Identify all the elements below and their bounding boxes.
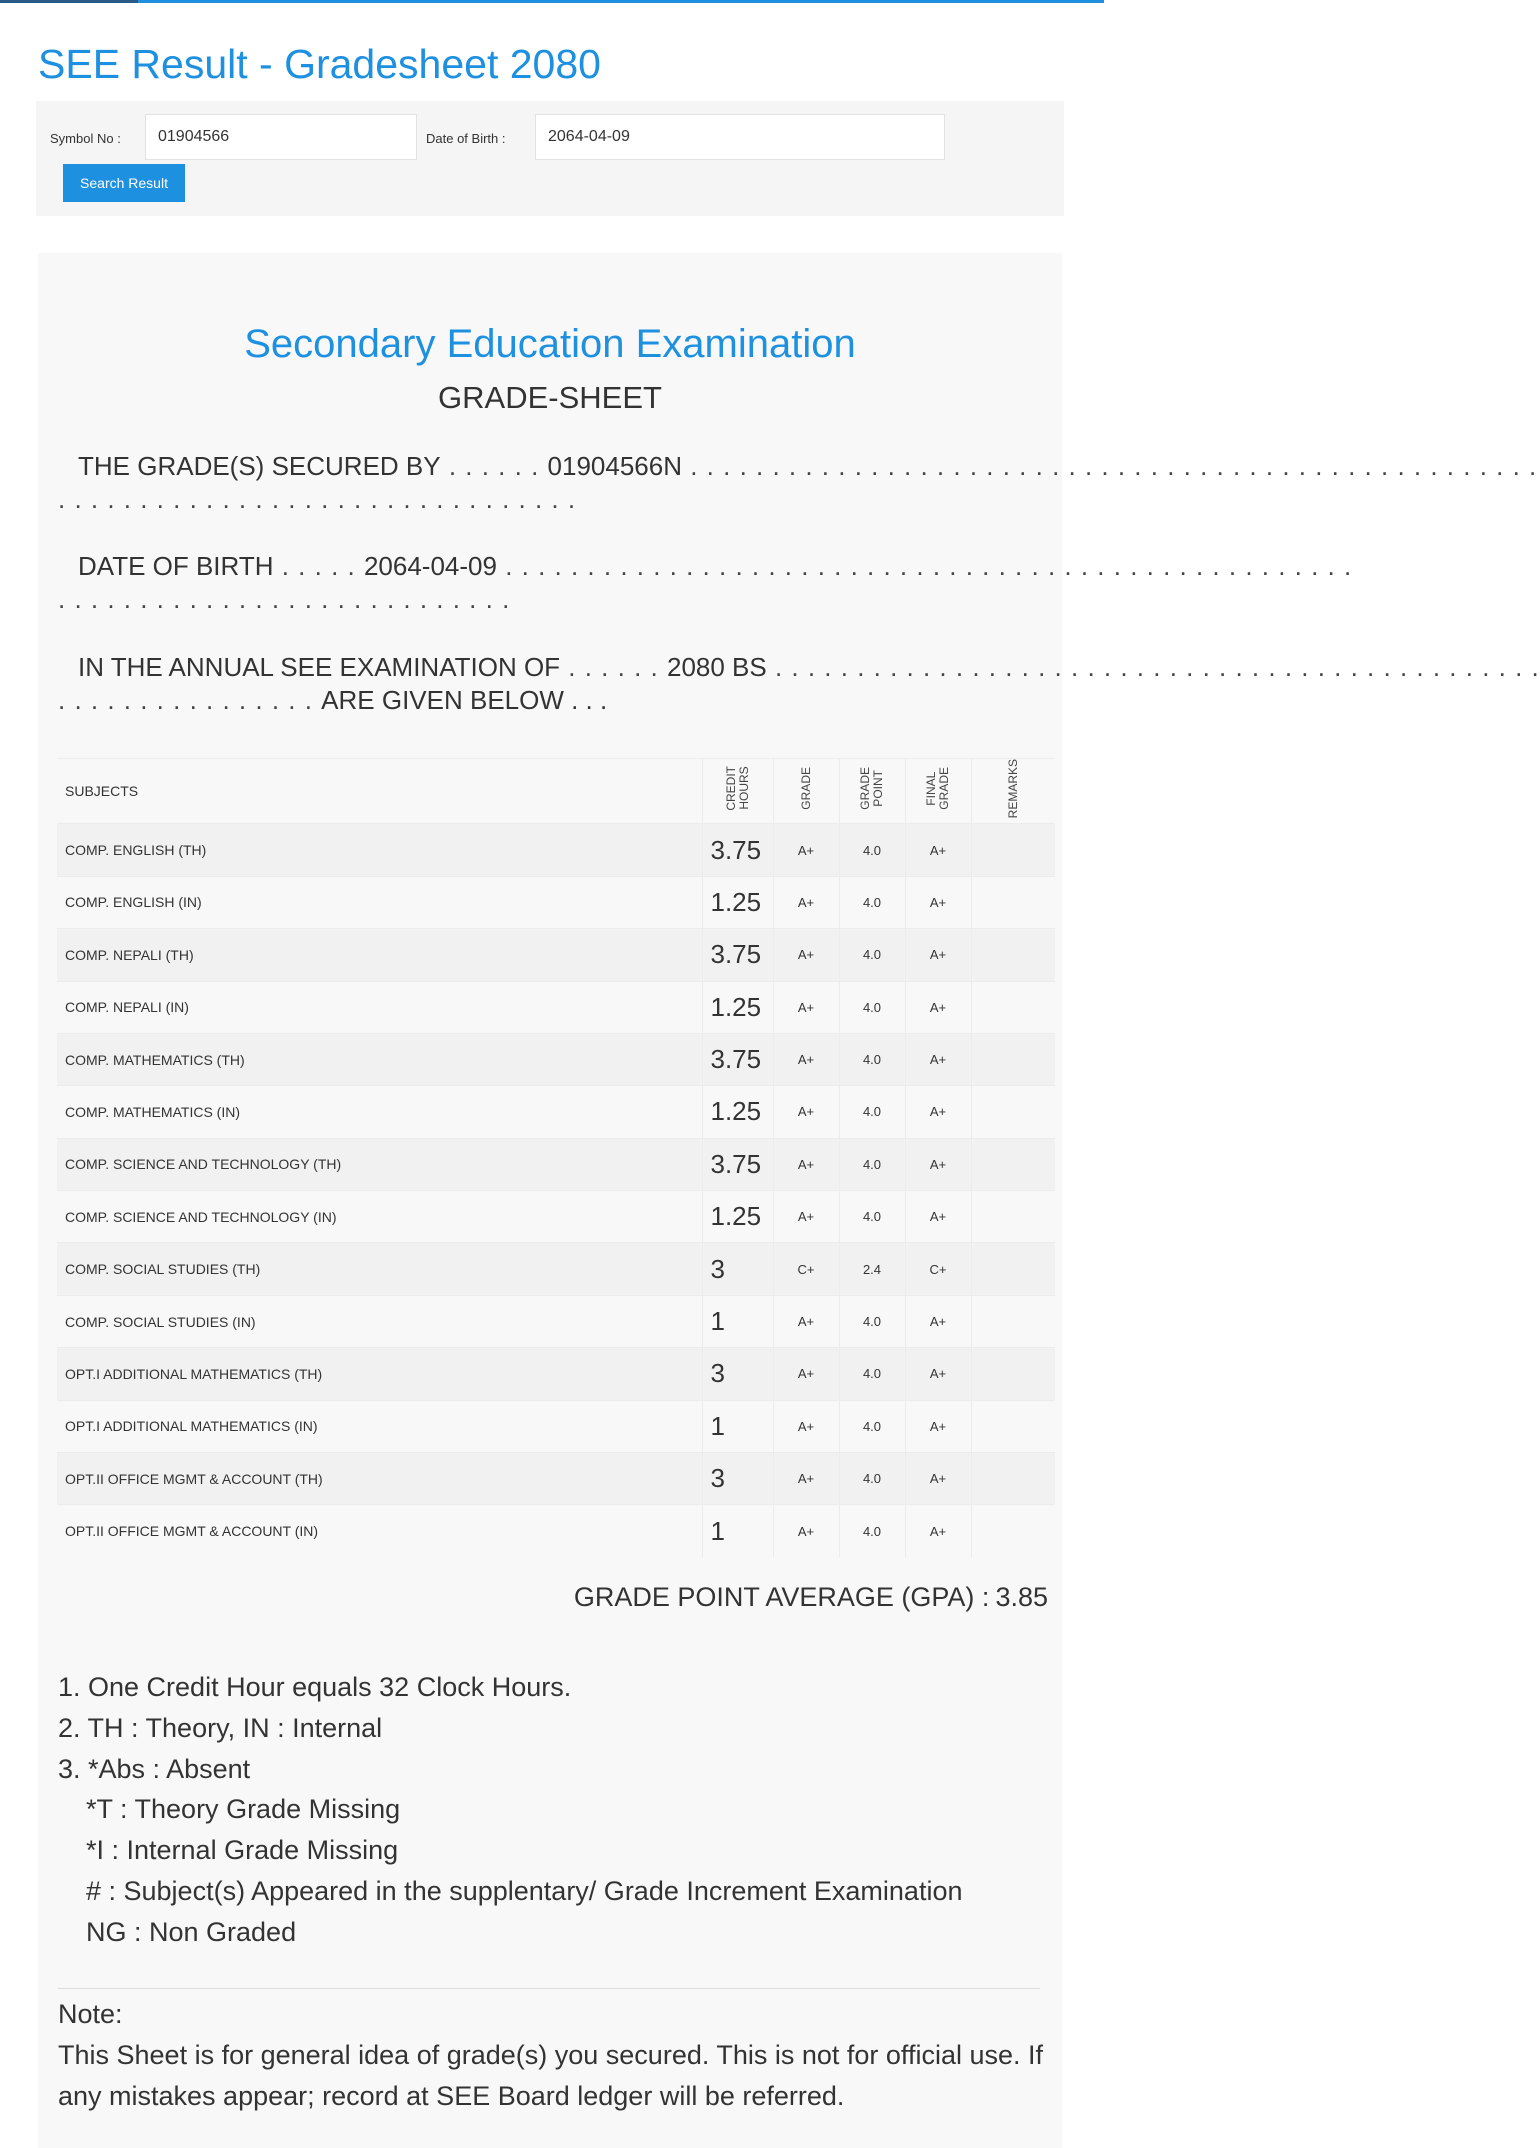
table-row — [57, 1453, 1055, 1505]
grade-cell: A+ — [773, 1138, 839, 1190]
exam-year-value: 2080 BS — [666, 652, 767, 682]
grade-point-cell: 4.0 — [839, 1400, 905, 1452]
final-grade-cell: A+ — [905, 824, 971, 876]
notes-list-item: 3. *Abs : Absent — [58, 1753, 251, 1784]
grade-cell: A+ — [773, 1295, 839, 1347]
search-result-button[interactable]: Search Result — [63, 164, 185, 202]
credit-hours-cell: 3 — [702, 1243, 773, 1295]
remarks-cell — [971, 1453, 1055, 1505]
credit-hours-cell: 3.75 — [702, 824, 773, 876]
note-heading: Note: — [58, 1999, 123, 2029]
date-of-birth-line: DATE OF BIRTH . . . . . 2064-04-09 . . . . . . . . . . . . . . . . . . . . . . . . . . . . . . . . . . . . . . . . . . . . . . . . . . . . . . . . . . . . . . . . . . . . . . . . . . . . . . . . — [58, 551, 1353, 614]
notes-list-item: 2. TH : Theory, IN : Internal — [58, 1712, 383, 1743]
remarks-cell — [971, 981, 1055, 1033]
grade-point-cell: 4.0 — [839, 929, 905, 981]
gpa-summary — [574, 1580, 1048, 1614]
notes-list-item: *I : Internal Grade Missing — [86, 1835, 399, 1866]
subject-cell: OPT.II OFFICE MGMT & ACCOUNT (IN) — [57, 1505, 702, 1557]
credit-hours-cell: 3 — [702, 1348, 773, 1400]
gradesheet — [38, 253, 1540, 2148]
exam-year-label: IN THE ANNUAL SEE EXAMINATION OF — [78, 652, 561, 682]
final-grade-cell: A+ — [905, 1400, 971, 1452]
final-grade-cell: A+ — [905, 981, 971, 1033]
header-final-grade: FINAL GRADE — [905, 759, 971, 824]
final-grade-cell: A+ — [905, 1033, 971, 1085]
remarks-cell — [971, 929, 1055, 981]
grade-point-cell: 2.4 — [839, 1243, 905, 1295]
grade-cell: A+ — [773, 1400, 839, 1452]
header-credit-hours: CREDIT HOURS — [702, 759, 773, 824]
top-accent-bar-progress — [0, 0, 138, 3]
credit-hours-cell: 3.75 — [702, 1033, 773, 1085]
search-form — [36, 101, 1064, 216]
grade-cell: A+ — [773, 1453, 839, 1505]
final-grade-cell: C+ — [905, 1243, 971, 1295]
table-row — [57, 1295, 1055, 1347]
grade-cell: A+ — [773, 876, 839, 928]
table-row — [57, 981, 1055, 1033]
grade-point-cell: 4.0 — [839, 1086, 905, 1138]
header-grade: GRADE — [773, 759, 839, 824]
final-grade-cell: A+ — [905, 929, 971, 981]
remarks-cell — [971, 1295, 1055, 1347]
grade-point-cell: 4.0 — [839, 981, 905, 1033]
grade-cell: A+ — [773, 1086, 839, 1138]
credit-hours-cell: 3 — [702, 1453, 773, 1505]
subject-cell: COMP. SOCIAL STUDIES (TH) — [57, 1243, 702, 1295]
credit-hours-cell: 1.25 — [702, 1086, 773, 1138]
credit-hours-cell: 1.25 — [702, 981, 773, 1033]
final-grade-cell: A+ — [905, 1295, 971, 1347]
credit-hours-cell: 1 — [702, 1400, 773, 1452]
credit-hours-cell: 1 — [702, 1295, 773, 1347]
dob-line-label: DATE OF BIRTH — [78, 551, 274, 581]
grade-cell: C+ — [773, 1243, 839, 1295]
final-grade-cell: A+ — [905, 1505, 971, 1557]
table-row — [57, 1348, 1055, 1400]
grade-point-cell: 4.0 — [839, 876, 905, 928]
table-row — [57, 824, 1055, 876]
gpa-label: GRADE POINT AVERAGE (GPA) : — [573, 1582, 990, 1612]
subject-cell: COMP. ENGLISH (IN) — [57, 876, 702, 928]
table-row — [57, 876, 1055, 928]
remarks-cell — [971, 1033, 1055, 1085]
secured-by-line: THE GRADE(S) SECURED BY . . . . . . 01904566N . . . . . . . . . . . . . . . . . . . . . . . . . . . . . . . . . . . . . . . . . . . . . . . . . . . . . . . . . . . . . . . . . . . . . . . . . . . . . . . . . . . . — [58, 451, 1538, 514]
subject-cell: OPT.I ADDITIONAL MATHEMATICS (IN) — [57, 1400, 702, 1452]
date-of-birth-input[interactable] — [535, 114, 945, 160]
table-row — [57, 1138, 1055, 1190]
notes-list-item: 1. One Credit Hour equals 32 Clock Hours. — [58, 1672, 572, 1702]
remarks-cell — [971, 824, 1055, 876]
grade-cell: A+ — [773, 1505, 839, 1557]
subject-cell: COMP. SCIENCE AND TECHNOLOGY (TH) — [57, 1138, 702, 1190]
subject-cell: OPT.II OFFICE MGMT & ACCOUNT (TH) — [57, 1453, 702, 1505]
grade-cell: A+ — [773, 1191, 839, 1243]
grade-cell: A+ — [773, 1348, 839, 1400]
gpa-value: 3.85 — [995, 1582, 1048, 1612]
exam-title: Secondary Education Examination — [244, 322, 856, 366]
remarks-cell — [971, 1348, 1055, 1400]
page-title: SEE Result - Gradesheet 2080 — [38, 41, 601, 87]
divider — [58, 1988, 1040, 1989]
grade-cell: A+ — [773, 1033, 839, 1085]
remarks-cell — [971, 1505, 1055, 1557]
grades-table — [57, 758, 1055, 1557]
final-grade-cell: A+ — [905, 876, 971, 928]
subject-cell: COMP. MATHEMATICS (IN) — [57, 1086, 702, 1138]
secured-by-value: 01904566N — [547, 451, 682, 481]
table-row — [57, 1243, 1055, 1295]
remarks-cell — [971, 1400, 1055, 1452]
notes-list-item: NG : Non Graded — [86, 1916, 297, 1947]
subject-cell: COMP. ENGLISH (TH) — [57, 824, 702, 876]
notes-list-item: *T : Theory Grade Missing — [86, 1794, 401, 1825]
note-text: This Sheet is for general idea of grade(s) you secured. This is not for official use. If any mistakes appear; record at SEE Board ledger will be referred. — [58, 2040, 1043, 2111]
symbol-no-input[interactable] — [145, 114, 417, 160]
grade-point-cell: 4.0 — [839, 1295, 905, 1347]
table-row — [57, 1505, 1055, 1557]
header-subjects: SUBJECTS — [57, 759, 702, 824]
table-row — [57, 929, 1055, 981]
table-row — [57, 1191, 1055, 1243]
grade-point-cell: 4.0 — [839, 1033, 905, 1085]
grade-cell: A+ — [773, 981, 839, 1033]
final-grade-cell: A+ — [905, 1191, 971, 1243]
grade-point-cell: 4.0 — [839, 1191, 905, 1243]
final-grade-cell: A+ — [905, 1138, 971, 1190]
final-grade-cell: A+ — [905, 1348, 971, 1400]
subject-cell: COMP. NEPALI (TH) — [57, 929, 702, 981]
dob-line-value: 2064-04-09 — [363, 551, 497, 581]
date-of-birth-label: Date of Birth : — [426, 131, 506, 146]
remarks-cell — [971, 1086, 1055, 1138]
credit-hours-cell: 3.75 — [702, 1138, 773, 1190]
secured-by-label: THE GRADE(S) SECURED BY — [78, 451, 441, 481]
grade-point-cell: 4.0 — [839, 824, 905, 876]
grade-cell: A+ — [773, 824, 839, 876]
credit-hours-cell: 3.75 — [702, 929, 773, 981]
subject-cell: COMP. MATHEMATICS (TH) — [57, 1033, 702, 1085]
header-grade-point: GRADE POINT — [839, 759, 905, 824]
subject-cell: OPT.I ADDITIONAL MATHEMATICS (TH) — [57, 1348, 702, 1400]
final-grade-cell: A+ — [905, 1086, 971, 1138]
subject-cell: COMP. SCIENCE AND TECHNOLOGY (IN) — [57, 1191, 702, 1243]
notes-list-item: # : Subject(s) Appeared in the supplentary/ Grade Increment Examination — [86, 1875, 963, 1906]
exam-year-suffix: ARE GIVEN BELOW . . . — [321, 685, 608, 715]
subject-cell: COMP. NEPALI (IN) — [57, 981, 702, 1033]
symbol-no-label: Symbol No : — [50, 131, 121, 146]
subject-cell: COMP. SOCIAL STUDIES (IN) — [57, 1295, 702, 1347]
remarks-cell — [971, 1191, 1055, 1243]
credit-hours-cell: 1.25 — [702, 876, 773, 928]
remarks-cell — [971, 876, 1055, 928]
table-row — [57, 1086, 1055, 1138]
remarks-cell — [971, 1138, 1055, 1190]
grade-point-cell: 4.0 — [839, 1348, 905, 1400]
table-header-row — [57, 759, 1055, 824]
grade-point-cell: 4.0 — [839, 1138, 905, 1190]
final-grade-cell: A+ — [905, 1453, 971, 1505]
credit-hours-cell: 1 — [702, 1505, 773, 1557]
credit-hours-cell: 1.25 — [702, 1191, 773, 1243]
gradesheet-title: GRADE-SHEET — [438, 380, 662, 415]
table-row — [57, 1033, 1055, 1085]
table-row — [57, 1400, 1055, 1452]
top-accent-bar — [0, 0, 1104, 3]
header-remarks: REMARKS — [971, 759, 1055, 824]
notes-list — [58, 1667, 1048, 1953]
grade-cell: A+ — [773, 929, 839, 981]
exam-year-line: IN THE ANNUAL SEE EXAMINATION OF . . . . . . 2080 BS . . . . . . . . . . . . . . . . . . . . . . . . . . . . . . . . . . . . . . . . . . . . . . . . . . . . . . . . . . . . . . . ARE GIVEN BELOW . . . — [58, 652, 1540, 715]
grade-point-cell: 4.0 — [839, 1505, 905, 1557]
remarks-cell — [971, 1243, 1055, 1295]
grade-point-cell: 4.0 — [839, 1453, 905, 1505]
